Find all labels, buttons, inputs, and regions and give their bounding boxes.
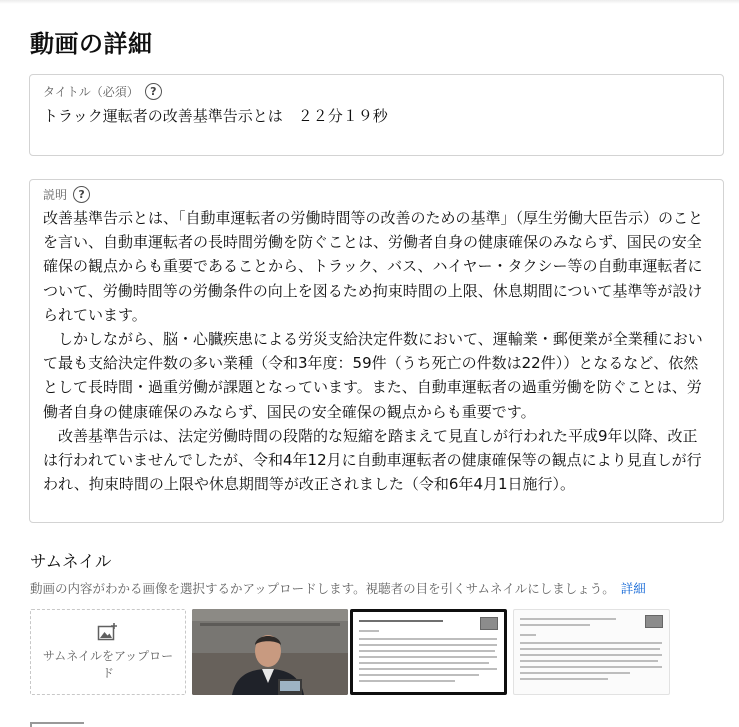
thumbnail-options <box>30 609 739 695</box>
doc-line <box>359 668 497 670</box>
help-icon[interactable]: ? <box>145 83 162 100</box>
description-field[interactable] <box>29 179 724 523</box>
thumbnail-image <box>192 609 348 695</box>
presenter-inset <box>480 617 498 630</box>
doc-line <box>359 630 379 632</box>
thumbnail-section-description <box>30 579 646 597</box>
description-paragraph: 改善基準告示は、法定労働時間の段階的な短縮を踏まえて見直しが行われた平成9年以降、改正は行われていませんでしたが、令和4年12月に自動車運転者の健康確保等の観点により見直しが行われ、拘束時間の上限や休息期間等が改正されました（令和6年4月1日施行）。 <box>43 426 702 494</box>
doc-line <box>359 680 455 682</box>
page-title: 動画の詳細 <box>30 30 153 58</box>
title-field-label: タイトル（必須） <box>43 85 139 99</box>
next-section-heading-cut <box>30 717 90 727</box>
thumbnail-option[interactable] <box>192 609 348 695</box>
doc-line <box>359 662 489 664</box>
doc-line <box>520 634 536 636</box>
doc-line <box>359 638 497 640</box>
doc-line <box>359 644 497 646</box>
description-paragraph: しかしながら、脳・心臓疾患による労災支給決定件数において、運輸業・郵便業が全業種において最も支給決定件数の多い業種（令和3年度：59件（うち死亡の件数は22件））となるなど、依然として長時間・過重労働が課題となっています。また、自動車運転者の過重労働を防ぐことは、労働者自身の健康確保のみならず、国民の安全確保の観点からも重要です。 <box>43 330 703 421</box>
doc-line <box>520 624 590 626</box>
title-field-label-row <box>43 83 162 100</box>
title-field[interactable] <box>29 74 724 156</box>
doc-line <box>359 620 443 622</box>
upload-thumbnail-label: サムネイルをアップロード <box>42 649 174 680</box>
upload-thumbnail-button[interactable] <box>30 609 186 695</box>
details-link[interactable]: 詳細 <box>620 581 646 596</box>
doc-line <box>520 654 662 656</box>
presenter-inset <box>645 615 663 628</box>
thumbnail-section-title: サムネイル <box>30 552 112 571</box>
doc-line <box>520 666 662 668</box>
doc-line <box>520 660 658 662</box>
thumbnail-option-selected[interactable] <box>350 609 507 695</box>
title-input[interactable]: トラック運転者の改善基準告示とは ２２分１９秒 <box>43 107 388 125</box>
doc-line <box>359 674 479 676</box>
doc-line <box>520 642 662 644</box>
doc-line <box>520 672 630 674</box>
description-paragraph: 改善基準告示とは、「自動車運転者の労働時間等の改善のための基準」（厚生労働大臣告示）のことを言い、自動車運転者の長時間労働を防ぐことは、労働者自身の健康確保のみならず、国民の安全確保の観点からも重要であることから、トラック、バス、ハイヤー・タクシー等の自動車運転者について、労働時間等の労働条件の向上を図るため拘束時間の上限、休息期間について基準等が設けられています。 <box>43 209 704 324</box>
doc-line <box>520 648 660 650</box>
help-icon[interactable]: ? <box>73 186 90 203</box>
description-field-label: 説明 <box>43 188 68 202</box>
doc-line <box>359 656 497 658</box>
thumbnail-description-text: 動画の内容がわかる画像を選択するかアップロードします。視聴者の目を引くサムネイルにしましょう。 <box>30 581 615 596</box>
top-shadow <box>0 0 739 4</box>
doc-line <box>520 678 608 680</box>
thumbnail-option[interactable] <box>513 609 670 695</box>
doc-line <box>520 618 616 620</box>
doc-line <box>359 650 495 652</box>
description-field-label-row <box>43 186 90 203</box>
description-textarea[interactable] <box>43 206 711 496</box>
add-image-icon <box>97 622 119 642</box>
